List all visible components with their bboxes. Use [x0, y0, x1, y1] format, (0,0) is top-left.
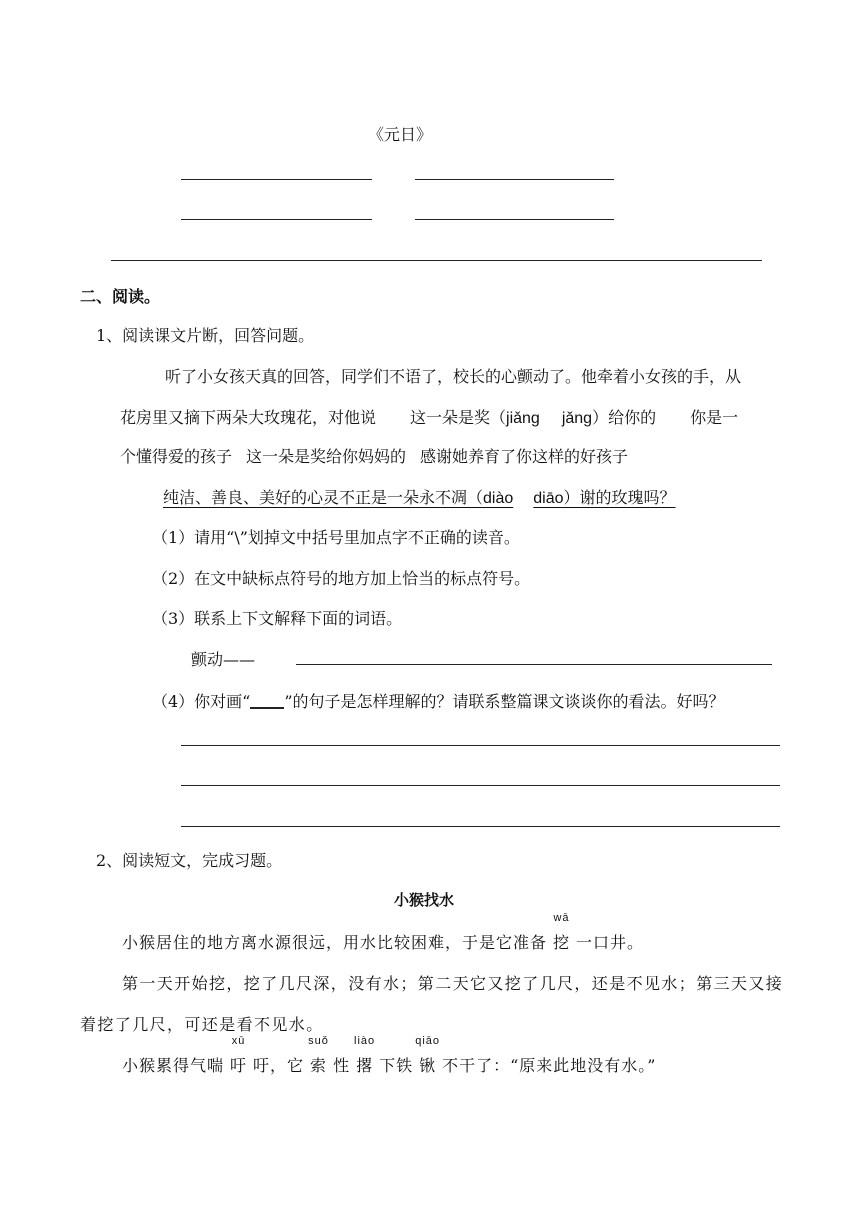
story-char: 性 — [333, 1056, 351, 1075]
sub-question-3: （3）联系上下文解释下面的词语。 — [152, 609, 403, 628]
story-text: 小猴累得气喘 — [122, 1056, 225, 1075]
sub-question-4 — [152, 689, 725, 712]
passage-line: 听了小女孩天真的回答，同学们不语了，校长的心颤动了。他牵着小女孩的手，从 — [165, 367, 742, 386]
story-paragraph: 第一天开始挖，挖了几尺深，没有水；第二天它又挖了几尺，还是不见水；第三天又接 — [122, 974, 784, 993]
story-char: 吁 — [230, 1056, 248, 1075]
story-text: 吁，它 — [253, 1056, 305, 1075]
passage-text: 纯洁、善良、美好的心灵不正是一朵永不凋（diào — [163, 490, 514, 507]
passage-line — [120, 444, 628, 467]
word-prompt: 颤动—— — [191, 650, 256, 669]
answer-line[interactable] — [296, 664, 772, 665]
story-title: 小猴找水 — [394, 891, 455, 909]
passage-text: 花房里又摘下两朵大玫瑰花，对他说 — [120, 408, 377, 427]
story-char: 挖 — [553, 933, 571, 952]
answer-line[interactable] — [181, 745, 780, 746]
story-text: 下铁 — [379, 1056, 414, 1075]
story-text: 小猴居住的地方离水源很远，用水比较困难，于是它准备 — [122, 933, 548, 952]
sub-question-4-text: （4）你对画“ — [152, 692, 251, 711]
question-2-title: 2、阅读短文，完成习题。 — [96, 851, 283, 870]
pinyin: xū — [231, 1035, 246, 1047]
passage-line — [120, 405, 738, 428]
pinyin: suǒ — [308, 1035, 329, 1047]
passage-text: 个懂得爱的孩子 — [120, 447, 233, 466]
story-char: 锹 — [419, 1056, 437, 1075]
story-paragraph — [122, 912, 645, 953]
passage-text: jǎng）给你的 — [561, 410, 657, 427]
answer-line[interactable] — [181, 785, 780, 786]
pinyin: qiāo — [415, 1035, 441, 1047]
question-1-title: 1、阅读课文片断，回答问题。 — [96, 326, 315, 345]
story-paragraph: 着挖了几尺，可还是看不见水。 — [80, 1015, 324, 1034]
section-heading: 二、阅读。 — [80, 287, 161, 306]
story-text: 一口井。 — [576, 933, 645, 952]
story-char: 索 — [310, 1056, 328, 1075]
passage-text: diāo）谢的玫瑰吗？ — [533, 490, 676, 507]
answer-line[interactable] — [181, 179, 372, 180]
sub-question-1: （1）请用“\”划掉文中括号里加点字不正确的读音。 — [152, 528, 520, 547]
story-paragraph — [122, 1035, 657, 1076]
answer-line[interactable] — [415, 219, 614, 220]
answer-line-full[interactable] — [111, 260, 762, 261]
passage-text: 这一朵是奖（jiǎng — [410, 410, 540, 427]
story-char: 撂 — [356, 1056, 374, 1075]
answer-line[interactable] — [181, 826, 780, 827]
pinyin: wā — [553, 912, 570, 924]
passage-text: 你是一 — [690, 408, 739, 427]
story-text: 不干了：“原来此地没有水。” — [442, 1056, 657, 1075]
sub-question-2: （2）在文中缺标点符号的地方加上恰当的标点符号。 — [152, 569, 531, 588]
pinyin: liào — [354, 1035, 376, 1047]
answer-line[interactable] — [181, 219, 372, 220]
passage-text: 感谢她养育了你这样的好孩子 — [420, 447, 629, 466]
underlined-sentence — [163, 485, 676, 508]
answer-line[interactable] — [415, 179, 614, 180]
sub-question-4-text: ”的句子是怎样理解的？请联系整篇课文谈谈你的看法。好吗？ — [284, 692, 725, 711]
underline-mark — [250, 707, 284, 709]
poem-title: 《元日》 — [368, 125, 433, 144]
passage-text: 这一朵是奖给你妈妈的 — [246, 447, 407, 466]
